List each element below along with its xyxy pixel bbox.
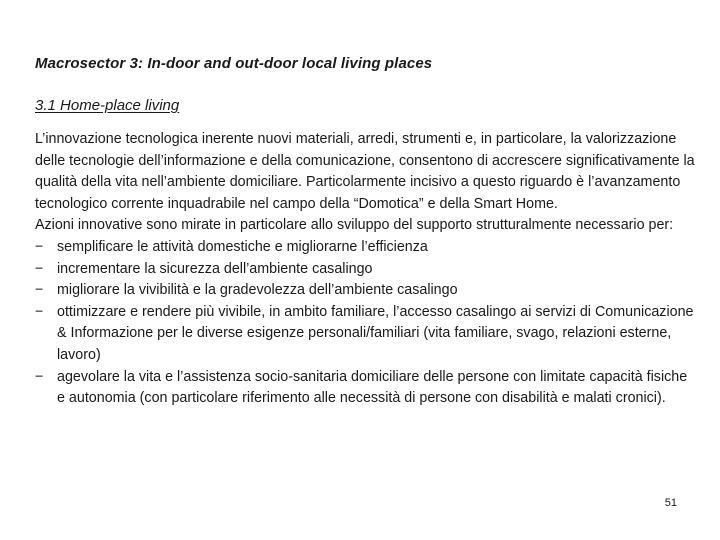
page-number: 51: [664, 497, 677, 509]
body-text-block: [35, 129, 695, 410]
list-item-text: incrementare la sicurezza dell’ambiente casalingo: [57, 260, 373, 277]
list-item: [35, 280, 695, 302]
list-item-text: migliorare la vivibilità e la gradevolezza dell’ambiente casalingo: [57, 282, 458, 299]
list-item: [35, 302, 695, 367]
dash-bullet-icon: −: [35, 260, 44, 277]
slide-heading: Macrosector 3: In-door and out-door local living places: [35, 55, 433, 72]
list-item-text: ottimizzare e rendere più vivibile, in ambito familiare, l’accesso casalingo ai servizi di Comunicazione & Informazione per le diverse esigenze personali/familiari (vita familiare, svago, relazioni esterne, lavoro): [57, 303, 694, 363]
list-item: [35, 259, 695, 281]
list-item: [35, 367, 695, 410]
list-item: [35, 237, 695, 259]
dash-bullet-icon: −: [35, 282, 44, 299]
actions-paragraph: Azioni innovative sono mirate in particolare allo sviluppo del supporto strutturalmente necessario per:: [35, 217, 674, 234]
section-subheading: 3.1 Home-place living: [35, 97, 180, 114]
dash-bullet-icon: −: [35, 368, 44, 385]
list-item-text: semplificare le attività domestiche e migliorarne l’efficienza: [57, 238, 428, 255]
dash-bullet-icon: −: [35, 303, 44, 320]
list-item-text: agevolare la vita e l’assistenza socio-sanitaria domiciliare delle persone con limitate capacità fisiche e autonomia (con particolare riferimento alle necessità di persone con disabilità e malati cronici).: [57, 368, 688, 407]
dash-bullet-icon: −: [35, 238, 44, 255]
intro-paragraph: L’innovazione tecnologica inerente nuovi materiali, arredi, strumenti e, in particolare, la valorizzazione delle tecnologie dell’informazione e della comunicazione, consentono di accrescere significativamente la qualità della vita nell’ambiente domiciliare. Particolarmente incisivo a questo riguardo è l’avanzamento tecnologico corrente inquadrabile nel campo della “Domotica” e della Smart Home.: [35, 131, 695, 212]
bullet-list: [35, 237, 695, 410]
